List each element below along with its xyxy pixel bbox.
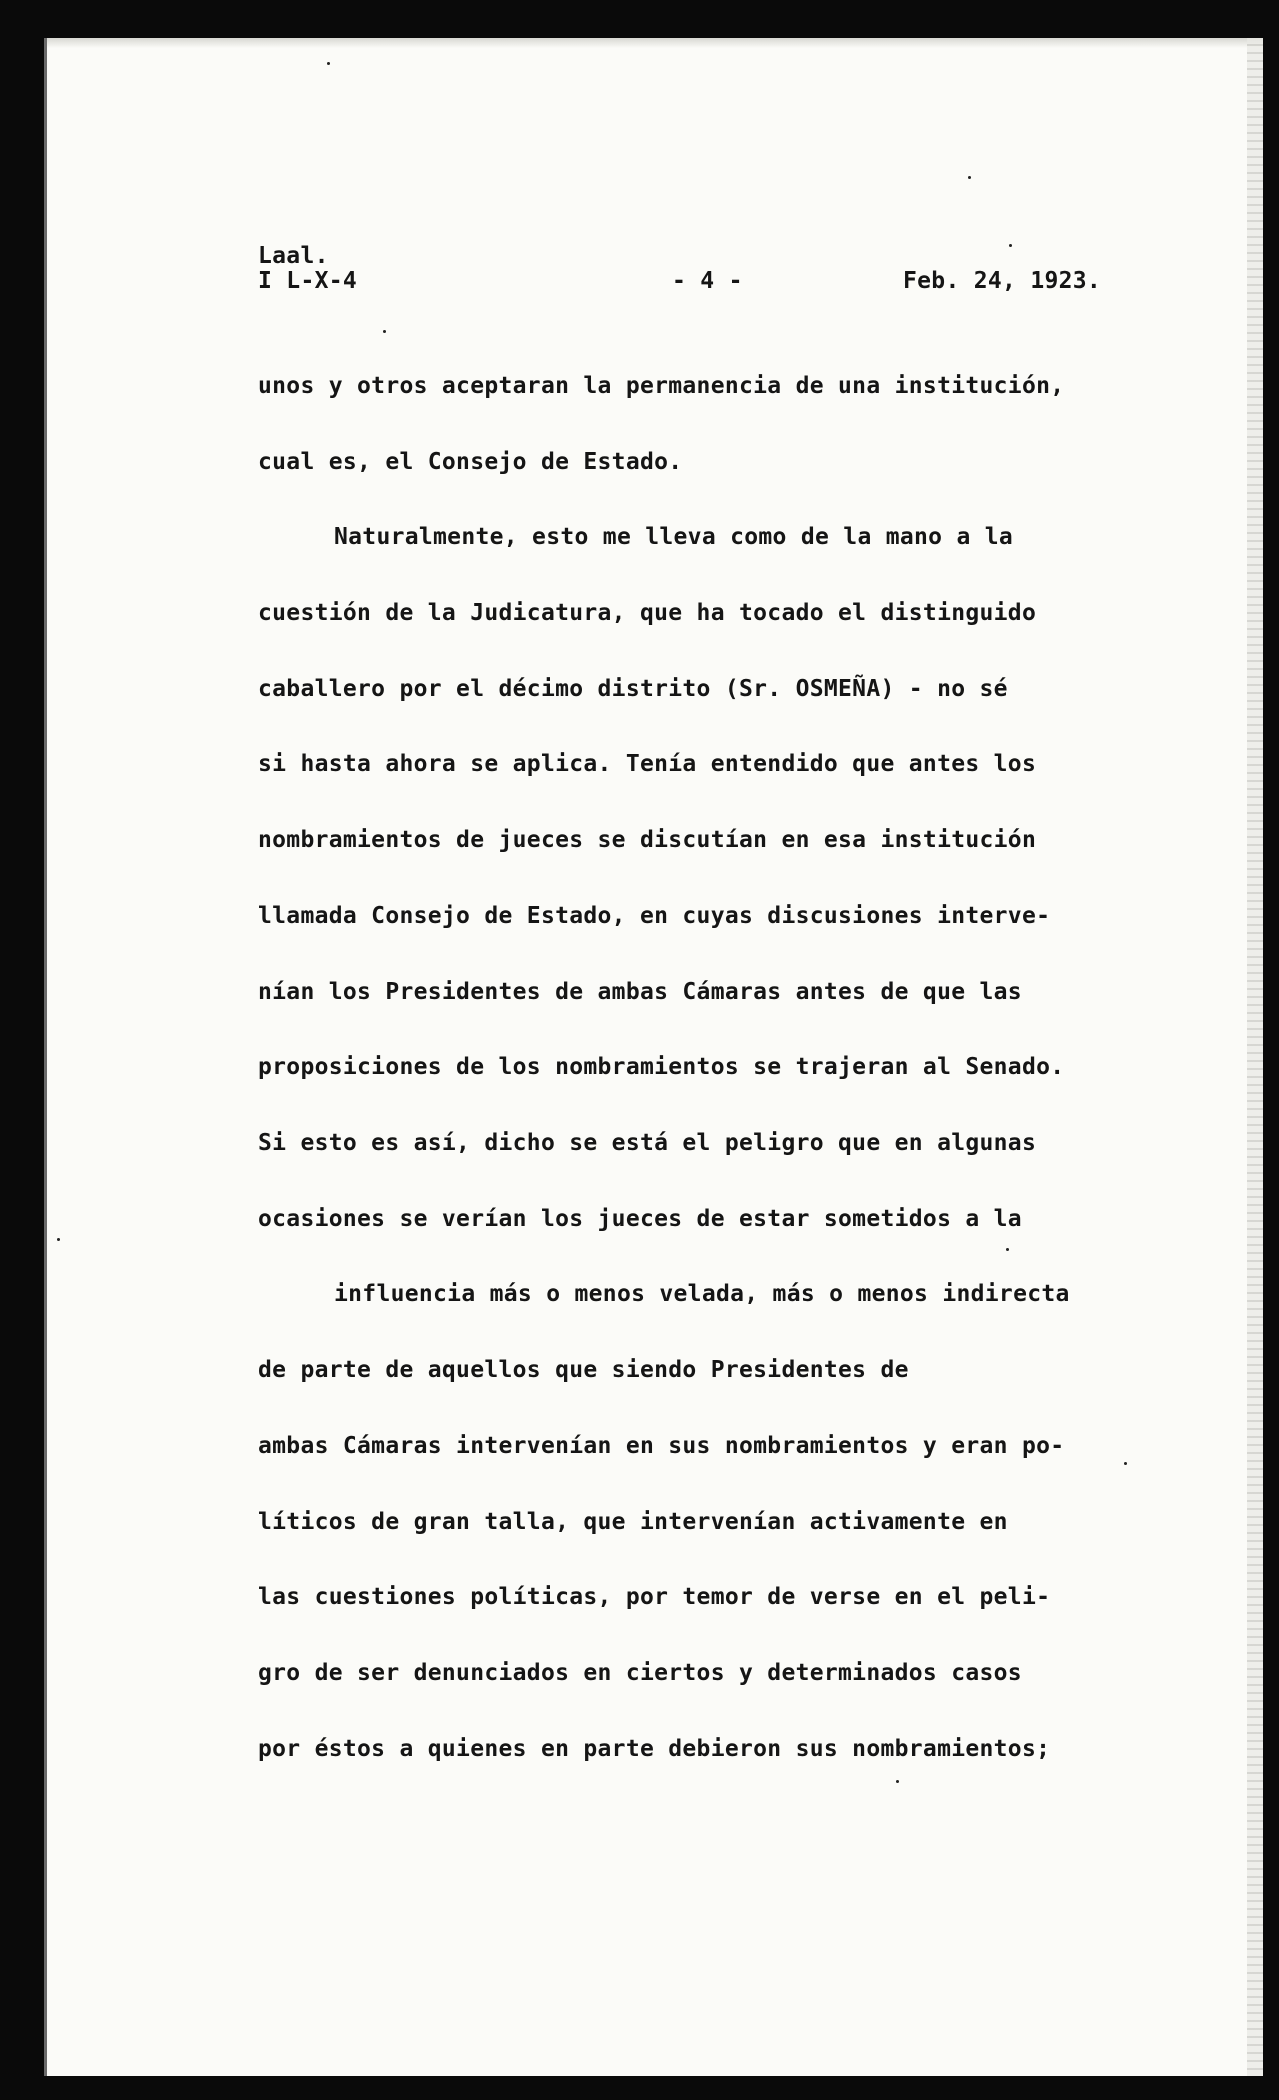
body-line: caballero por el décimo distrito (Sr. OSMEÑA) - no sé xyxy=(258,676,1008,702)
body-line: Si esto es así, dicho se está el peligro que en algunas xyxy=(258,1130,1037,1156)
body-line: por éstos a quienes en parte debieron sus nombramientos; xyxy=(258,1736,1051,1762)
body-line: si hasta ahora se aplica. Tenía entendido que antes los xyxy=(258,751,1037,777)
body-line: llamada Consejo de Estado, en cuyas discusiones interve- xyxy=(258,903,1051,929)
page-top-edge xyxy=(47,38,1263,48)
header-page-number: - 4 - xyxy=(672,268,743,294)
header-code: I L-X-4 xyxy=(258,268,358,294)
scan-speck xyxy=(1124,1462,1127,1465)
body-line: de parte de aquellos que siendo Presidentes de xyxy=(258,1357,909,1383)
scan-speck xyxy=(1009,244,1012,247)
page-right-edge xyxy=(1247,38,1263,2076)
scan-speck xyxy=(896,1780,899,1783)
body-line: unos y otros aceptaran la permanencia de una institución, xyxy=(258,373,1065,399)
body-line: las cuestiones políticas, por temor de verse en el peli- xyxy=(258,1584,1051,1610)
scan-speck xyxy=(1006,1248,1009,1251)
header-speaker: Laal. xyxy=(258,243,329,269)
body-line: nían los Presidentes de ambas Cámaras antes de que las xyxy=(258,979,1022,1005)
body-line: ocasiones se verían los jueces de estar sometidos a la xyxy=(258,1206,1022,1232)
body-line: proposiciones de los nombramientos se trajeran al Senado. xyxy=(258,1054,1065,1080)
scan-speck xyxy=(57,1238,60,1241)
scan-speck xyxy=(968,176,971,179)
body-line: nombramientos de jueces se discutían en esa institución xyxy=(258,827,1037,853)
body-line: influencia más o menos velada, más o menos indirecta xyxy=(334,1281,1070,1307)
body-line: cuestión de la Judicatura, que ha tocado el distinguido xyxy=(258,600,1037,626)
body-line: Naturalmente, esto me lleva como de la mano a la xyxy=(334,524,1014,550)
scan-speck xyxy=(383,330,386,333)
body-line: ambas Cámaras intervenían en sus nombramientos y eran po- xyxy=(258,1433,1065,1459)
body-line: cual es, el Consejo de Estado. xyxy=(258,449,683,475)
header-date: Feb. 24, 1923. xyxy=(903,268,1102,294)
body-line: líticos de gran talla, que intervenían activamente en xyxy=(258,1509,1008,1535)
body-line: gro de ser denunciados en ciertos y determinados casos xyxy=(258,1660,1022,1686)
scan-speck xyxy=(327,62,330,65)
